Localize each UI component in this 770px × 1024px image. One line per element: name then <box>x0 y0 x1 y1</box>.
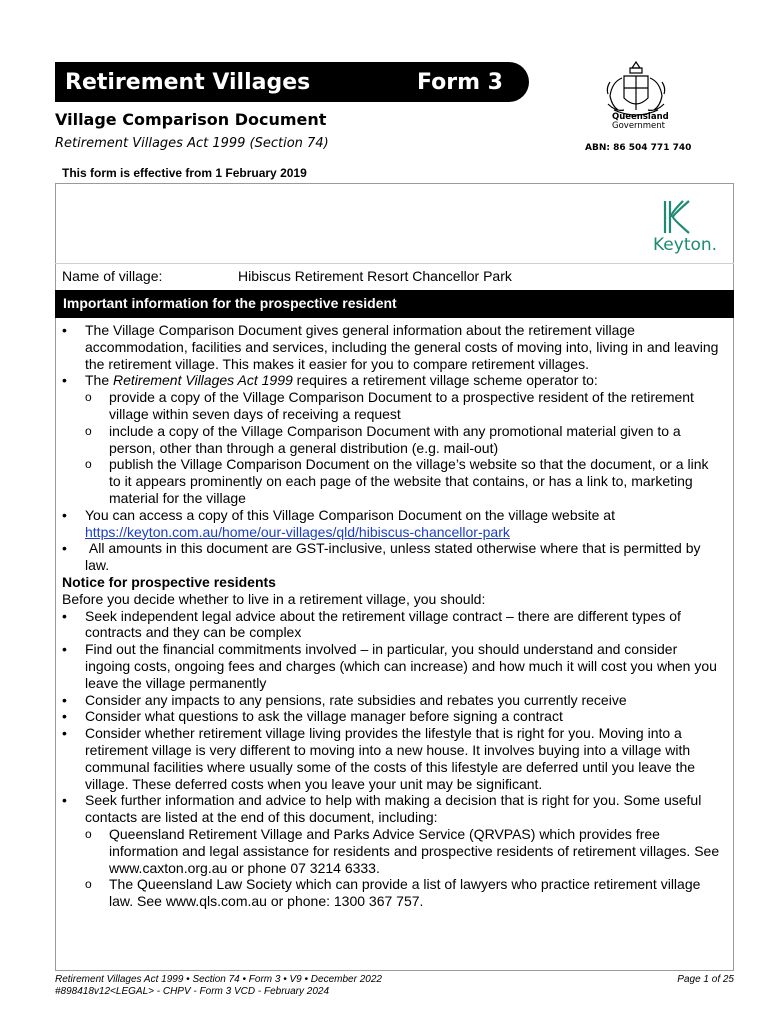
notice-intro: Before you decide whether to live in a retirement village, you should: <box>62 590 486 607</box>
notice-title: Notice for prospective residents <box>62 573 276 590</box>
village-website-link[interactable]: https://keyton.com.au/home/our-villages/qld/hibiscus-chancellor-park <box>85 523 510 540</box>
village-name-row <box>62 268 512 284</box>
footer-line-1: Retirement Villages Act 1999 • Section 74 • Form 3 • V9 • December 2022 <box>55 974 382 985</box>
form-banner <box>55 62 529 102</box>
list-item: • All amounts in this document are GST-inclusive, unless stated otherwise where that is permitted by law. <box>62 540 722 574</box>
info-content <box>62 322 722 910</box>
list-item: • Consider whether retirement village living provides the lifestyle that is right for you. Moving into a retirement village is very different to moving into a new house. It involves buying into a village with communal facilities where usually some of the costs of this lifestyle are deferred until you leave the village. These deferred costs when you leave your unit may be significant. <box>62 725 722 792</box>
list-item: • The Retirement Villages Act 1999 requires a retirement village scheme operator to: <box>62 372 722 389</box>
sub-list-item: o publish the Village Comparison Document on the village’s website so that the document, or a link to it appears prominently on each page of the website that contains, or has a link to, marketing material for the village <box>85 456 722 506</box>
list-item: • You can access a copy of this Village Comparison Document on the village website at https://keyton.com.au/home/our-villages/qld/hibiscus-chancellor-park <box>62 507 722 541</box>
list-item: • Consider any impacts to any pensions, rate subsidies and rebates you currently receive <box>62 692 722 709</box>
banner-form-number: Form 3 <box>417 69 503 95</box>
effective-date: This form is effective from 1 February 2019 <box>62 166 307 180</box>
banner-title: Retirement Villages <box>65 69 311 95</box>
act-reference: Retirement Villages Act 1999 (Section 74) <box>55 136 329 151</box>
sub-list-item: o Queensland Retirement Village and Parks Advice Service (QRVPAS) which provides free information and legal assistance for residents and prospective residents of retirement villages. See www.caxton.org.au or phone 07 3214 6333. <box>85 826 722 876</box>
abn-number: ABN: 86 504 771 740 <box>585 143 692 153</box>
sub-list-item: o The Queensland Law Society which can provide a list of lawyers who practice retirement village law. See www.qls.com.au or phone: 1300 367 757. <box>85 876 722 910</box>
keyton-logo-text: Keyton. <box>653 235 718 255</box>
list-item: • The Village Comparison Document gives general information about the retirement village accommodation, facilities and services, including the general costs of moving into, living in and leaving the retirement village. This makes it easier for you to compare retirement villages. <box>62 322 722 372</box>
list-item: • Find out the financial commitments involved – in particular, you should understand and consider ingoing costs, ongoing fees and charges (which can increase) and how much it will cost you when you leave the village permanently <box>62 641 722 691</box>
section-heading: Important information for the prospective resident <box>55 290 734 318</box>
divider <box>55 263 734 264</box>
village-name-label: Name of village: <box>62 268 163 284</box>
list-item: • Consider what questions to ask the village manager before signing a contract <box>62 708 722 725</box>
sub-list-item: o include a copy of the Village Comparison Document with any promotional material given to a person, other than through a general distribution (e.g. mail-out) <box>85 423 722 457</box>
list-item: • Seek further information and advice to help with making a decision that is right for you. Some useful contacts are listed at the end of this document, including: <box>62 792 722 826</box>
keyton-k-logo-icon <box>659 199 695 235</box>
list-item: • Seek independent legal advice about the retirement village contract – there are different types of contracts and they can be complex <box>62 608 722 642</box>
village-logo-area <box>55 183 734 263</box>
page-footer <box>55 974 734 998</box>
document-subtitle: Village Comparison Document <box>55 110 327 129</box>
government-name: Queensland Government <box>612 112 669 131</box>
page-number: Page 1 of 25 <box>677 974 734 985</box>
village-name-value: Hibiscus Retirement Resort Chancellor Park <box>238 268 512 284</box>
footer-line-2: #898418v12<LEGAL> - CHPV - Form 3 VCD - February 2024 <box>55 986 330 997</box>
sub-list-item: o provide a copy of the Village Comparison Document to a prospective resident of the retirement village within seven days of receiving a request <box>85 389 722 423</box>
